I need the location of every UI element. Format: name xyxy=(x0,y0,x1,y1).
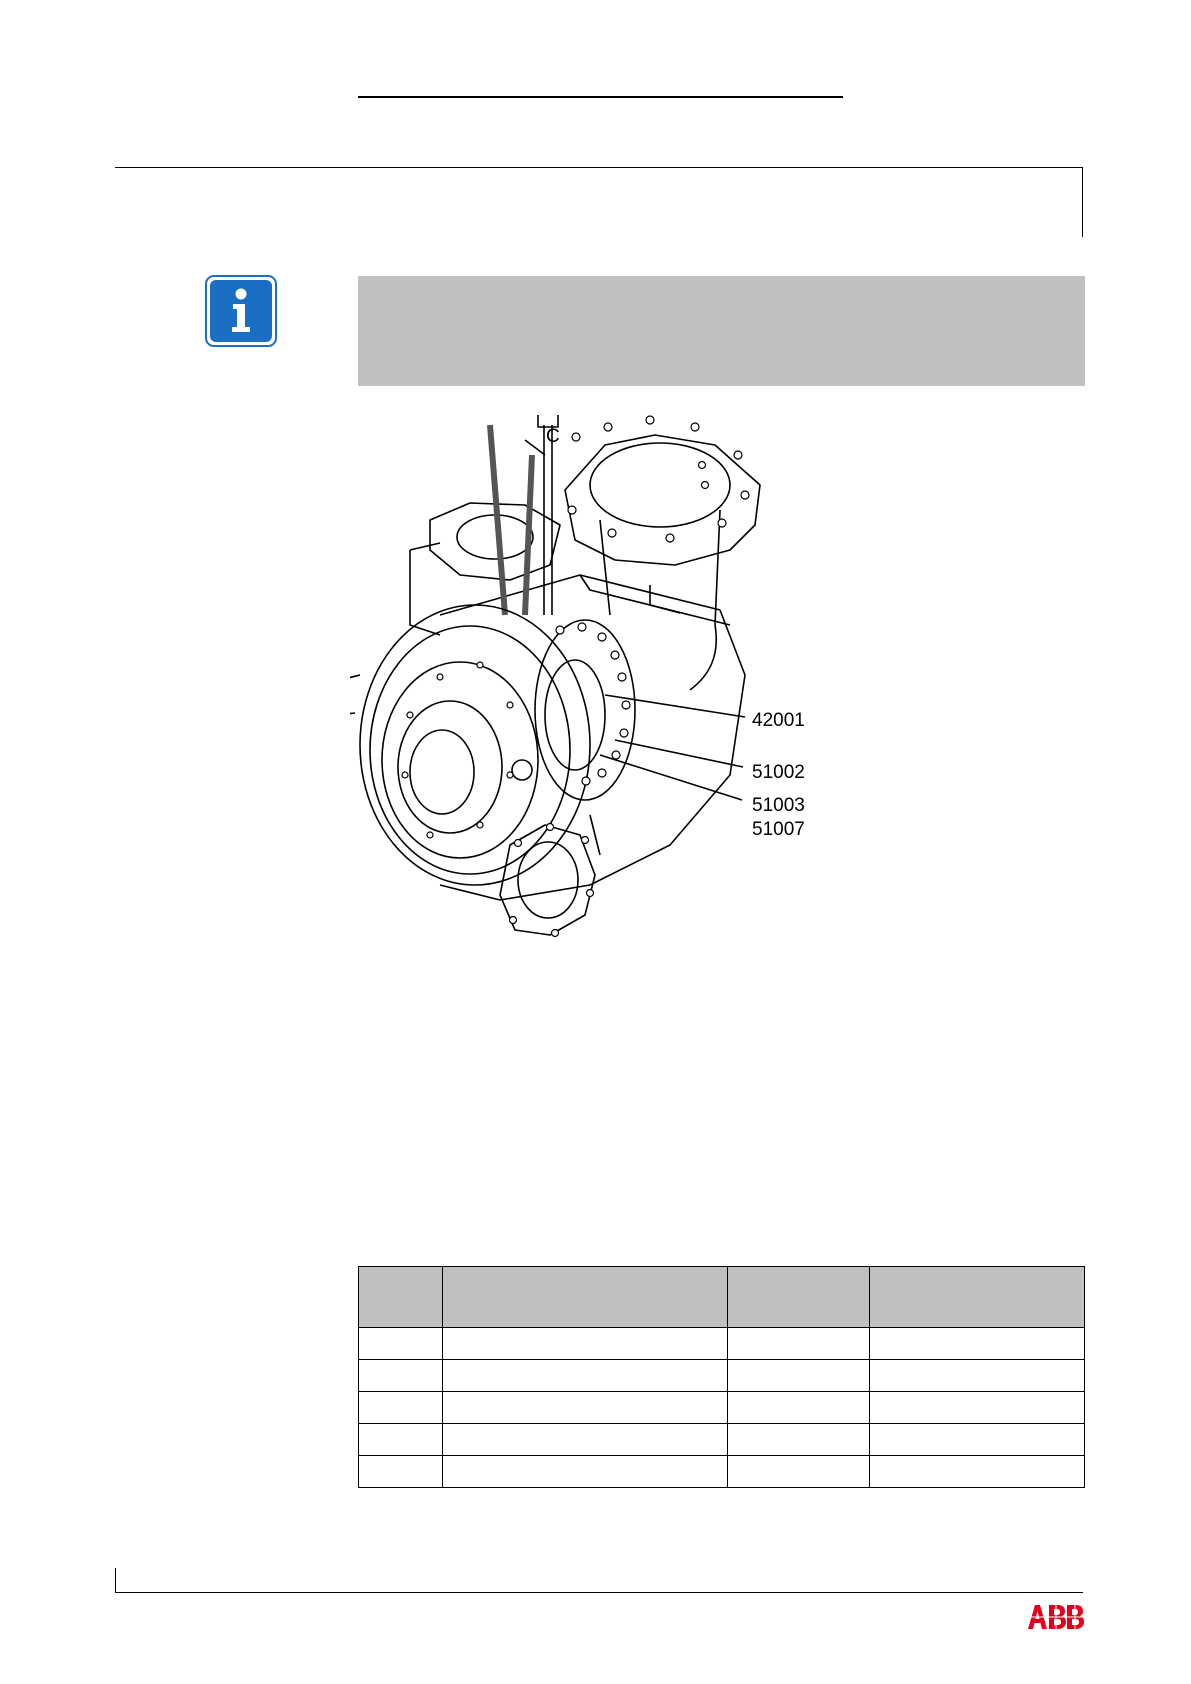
table-cell xyxy=(442,1456,728,1488)
table-cell xyxy=(728,1360,870,1392)
table-cell xyxy=(359,1360,443,1392)
table-cell xyxy=(359,1328,443,1360)
table-header-cell xyxy=(442,1267,728,1328)
callout-51002: 51002 xyxy=(752,762,805,783)
turbocharger-illustration xyxy=(350,415,830,975)
table-cell xyxy=(442,1392,728,1424)
table-cell xyxy=(442,1424,728,1456)
table-cell xyxy=(442,1360,728,1392)
table-row xyxy=(359,1456,1085,1488)
table-cell xyxy=(359,1424,443,1456)
footer-tick xyxy=(115,1568,116,1593)
top-rule xyxy=(358,96,843,98)
table-header-row xyxy=(359,1267,1085,1328)
table-row xyxy=(359,1360,1085,1392)
footer-rule xyxy=(115,1592,1083,1593)
table-cell xyxy=(728,1456,870,1488)
leader-c xyxy=(525,440,545,455)
turbocharger-drawing xyxy=(350,415,830,975)
table-header-cell xyxy=(870,1267,1085,1328)
note-box xyxy=(358,276,1085,386)
table-row xyxy=(359,1392,1085,1424)
table-cell xyxy=(870,1456,1085,1488)
table-cell xyxy=(359,1392,443,1424)
table-cell xyxy=(728,1424,870,1456)
table-cell xyxy=(728,1392,870,1424)
abb-logo xyxy=(1028,1605,1085,1629)
table-row xyxy=(359,1424,1085,1456)
callout-c: C xyxy=(546,426,560,447)
table-header-cell xyxy=(359,1267,443,1328)
table-row xyxy=(359,1328,1085,1360)
table-header-cell xyxy=(728,1267,870,1328)
callout-51003: 51003 xyxy=(752,795,805,816)
callout-42001: 42001 xyxy=(752,710,805,731)
table-cell xyxy=(870,1328,1085,1360)
header-tick xyxy=(1082,167,1083,237)
header-rule xyxy=(115,167,1083,168)
callout-51007: 51007 xyxy=(752,819,805,840)
table-cell xyxy=(870,1392,1085,1424)
parts-table xyxy=(358,1266,1085,1488)
leader-51002 xyxy=(615,740,743,767)
table-cell xyxy=(442,1328,728,1360)
table-cell xyxy=(728,1328,870,1360)
info-icon xyxy=(205,275,277,347)
table-cell xyxy=(870,1424,1085,1456)
table-cell xyxy=(359,1456,443,1488)
table-cell xyxy=(870,1360,1085,1392)
